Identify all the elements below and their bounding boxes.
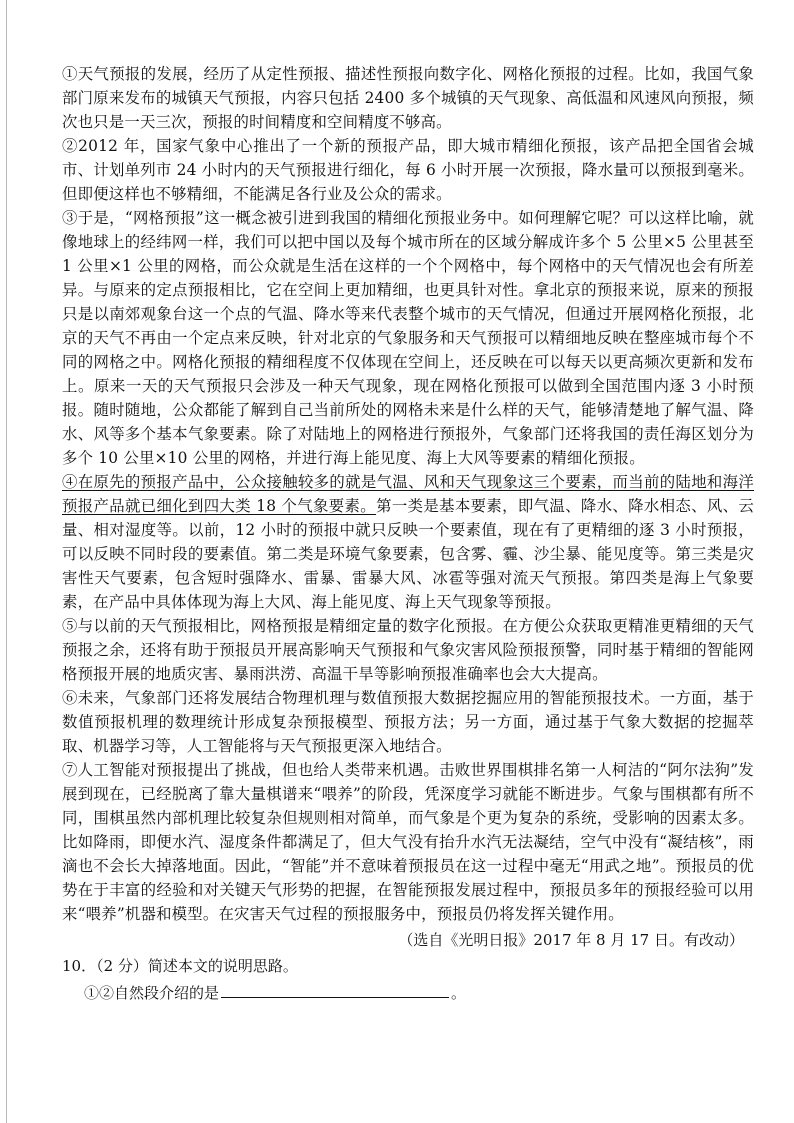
source-citation: （选自《光明日报》2017 年 8 月 17 日。有改动）	[398, 931, 744, 949]
question-10: 10．（2 分）简述本文的说明思路。	[62, 957, 298, 975]
paragraph-4-rest: 第一类是基本要素，即气温、降水、降水相态、风、云量、相对湿度等。以前，12 小时的预报中就只反映一个要素值，现在有了更精细的逐 3 小时预报，可以反映不同时段的要素值。第二类是环境气象要素，包含雾、霾、沙尘暴、能见度等。第三类是灾害性天气要素，包含短时强降水、雷暴、雷暴大风、冰雹等强对流天气预报。第四类是海上气象要素，在产品中具体体现为海上大风、海上能见度、海上天气现象等预报。	[62, 497, 754, 611]
paragraph-4	[62, 470, 754, 614]
answer-blank[interactable]	[221, 981, 449, 998]
paragraph-6: ⑥未来，气象部门还将发展结合物理机理与数值预报大数据挖掘应用的智能预报技术。一方面，基于数值预报机理的数理统计形成复杂预报模型、预报方法；另一方面，通过基于气象大数据的挖掘萃取、机器学习等，人工智能将与天气预报更深入地结合。	[62, 689, 754, 755]
page-margin-line	[6, 0, 7, 1123]
paragraph-1: ①天气预报的发展，经历了从定性预报、描述性预报向数字化、网格化预报的过程。比如，我国气象部门原来发布的城镇天气预报，内容只包括 2400 多个城镇的天气现象、高低温和风速风向预报，频次也只是一天三次，预报的时间精度和空间精度不够高。	[62, 65, 754, 131]
paragraph-3: ③于是，“网格预报”这一概念被引进到我国的精细化预报业务中。如何理解它呢？可以这样比喻，就像地球上的经纬网一样，我们可以把中国以及每个城市所在的区域分解成许多个 5 公里×5 公里甚至 1 公里×1 公里的网格，而公众就是生活在这样的一个个网格中，每个网格中的天气情况也会有所差异。与原来的定点预报相比，它在空间上更加精细，也更具针对性。拿北京的预报来说，原来的预报只是以南郊观象台这一个点的气温、降水等来代表整个城市的天气情况，但通过开展网格化预报，北京的天气不再由一个定点来反映，针对北京的气象服务和天气预报可以精细地反映在整座城市每个不同的网格之中。网格化预报的精细程度不仅体现在空间上，还反映在可以每天以更高频次更新和发布上。原来一天的天气预报只会涉及一种天气现象，现在网格化预报可以做到全国范围内逐 3 小时预报。随时随地，公众都能了解到自己当前所处的网格未来是什么样的天气，能够清楚地了解气温、降水、风等多个基本气象要素。除了对陆地上的网格进行预报外，气象部门还将我国的责任海区划分为多个 10 公里×10 公里的网格，并进行海上能见度、海上大风等要素的精细化预报。	[62, 209, 754, 467]
answer-suffix: 。	[451, 984, 467, 1002]
paragraph-7: ⑦人工智能对预报提出了挑战，但也给人类带来机遇。击败世界围棋排名第一人柯洁的“阿尔法狗”发展到现在，已经脱离了靠大量棋谱来“喂养”的阶段，凭深度学习就能不断进步。气象与围棋都有所不同，围棋虽然内部机理比较复杂但规则相对简单，而气象是个更为复杂的系统，受影响的因素太多。比如降雨，即便水汽、湿度条件都满足了，但大气没有抬升水汽无法凝结，空气中没有“凝结核”，雨滴也不会长大掉落地面。因此，“智能”并不意味着预报员在这一过程中毫无“用武之地”。预报员的优势在于丰富的经验和对关键天气形势的把握，在智能预报发展过程中，预报员多年的预报经验可以用来“喂养”机器和模型。在灾害天气过程的预报服务中，预报员仍将发挥关键作用。	[62, 761, 754, 923]
answer-prefix: ①②自然段介绍的是	[84, 984, 220, 1002]
paragraph-2: ②2012 年，国家气象中心推出了一个新的预报产品，即大城市精细化预报，该产品把全国省会城市、计划单列市 24 小时内的天气预报进行细化，每 6 小时开展一次预报，降水量可以预报到毫米。但即便这样也不够精细，不能满足各行业及公众的需求。	[62, 137, 754, 203]
paragraph-4-underlined-sentence: ④在原先的预报产品中，公众接触较多的就是气温、风和天气现象这三个要素，而当前的陆地和海洋预报产品就已细化到四大类 18 个气象要素。	[62, 473, 754, 515]
paragraph-5: ⑤与以前的天气预报相比，网格预报是精细定量的数字化预报。在方便公众获取更精准更精细的天气预报之余，还将有助于预报员开展高影响天气预报和气象灾害风险预报预警，同时基于精细的智能网格预报开展的地质灾害、暴雨洪涝、高温干旱等影响预报准确率也会大大提高。	[62, 617, 754, 683]
answer-line	[84, 980, 754, 1006]
